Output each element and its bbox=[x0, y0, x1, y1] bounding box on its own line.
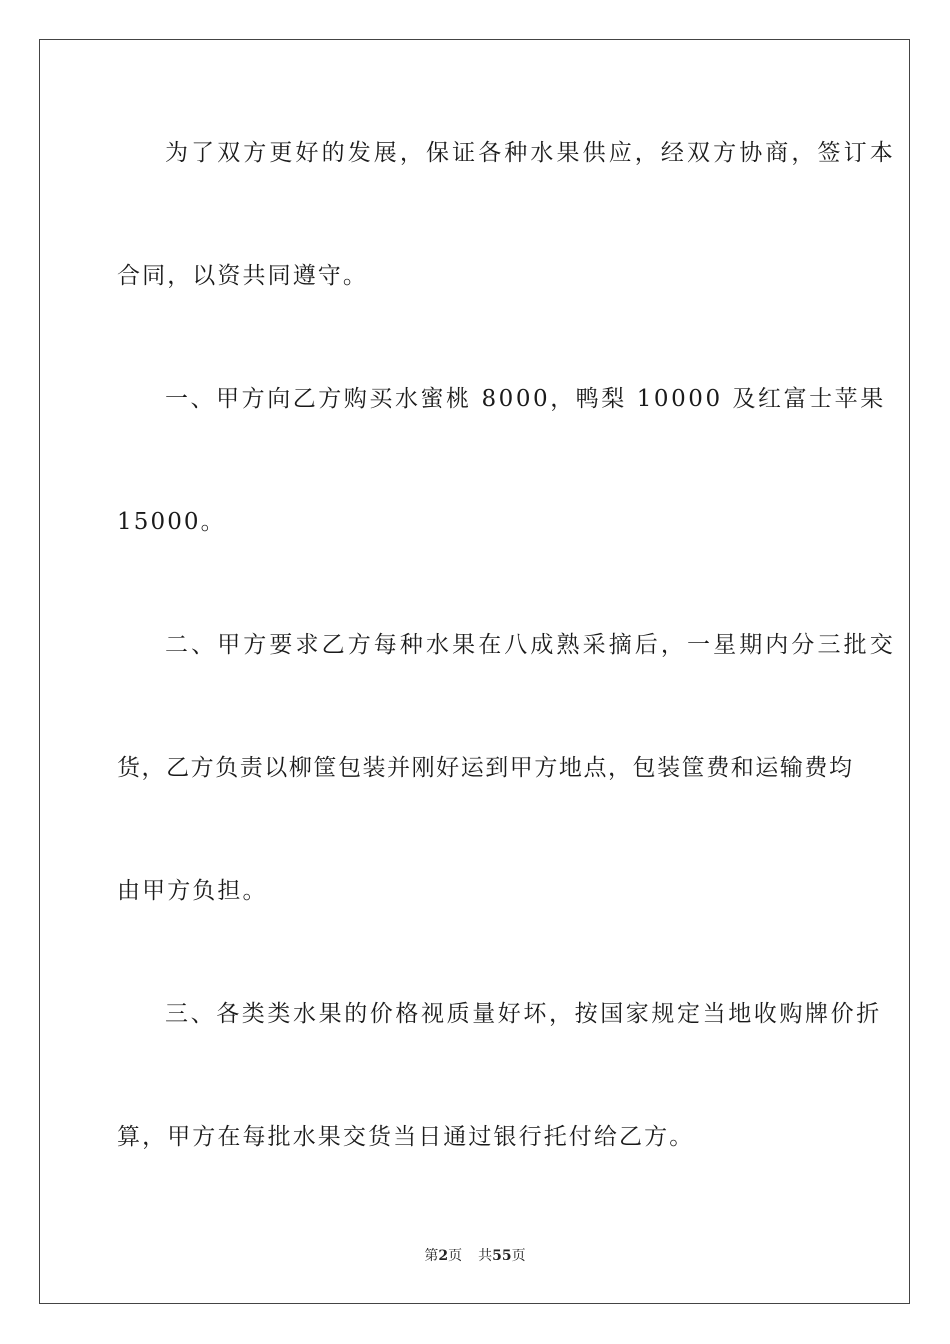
paragraph-2-line-1: 一、甲方向乙方购买水蜜桃 8000，鸭梨 10000 及红富士苹果 bbox=[165, 386, 886, 412]
paragraph-3-line-3: 由甲方负担。 bbox=[117, 878, 268, 904]
paragraph-4-line-1: 三、各类类水果的价格视质量好坏，按国家规定当地收购牌价折 bbox=[165, 1001, 882, 1027]
footer-total-pages: 55 bbox=[492, 1248, 512, 1264]
footer-page-prefix: 第 bbox=[424, 1248, 439, 1264]
footer-page-suffix: 页 bbox=[448, 1248, 463, 1264]
page-border bbox=[39, 39, 910, 1304]
paragraph-3-line-1: 二、甲方要求乙方每种水果在八成熟采摘后，一星期内分三批交 bbox=[165, 632, 896, 658]
footer-total-prefix: 共 bbox=[478, 1248, 493, 1264]
paragraph-3-line-2: 货，乙方负责以柳筐包装并刚好运到甲方地点，包装筐费和运输费均 bbox=[117, 755, 854, 781]
paragraph-2-line-2: 15000。 bbox=[117, 509, 226, 535]
page-footer bbox=[0, 1247, 950, 1265]
footer-total-suffix: 页 bbox=[511, 1248, 526, 1264]
paragraph-1-line-1: 为了双方更好的发展，保证各种水果供应，经双方协商，签订本 bbox=[165, 140, 896, 166]
paragraph-1-line-2: 合同，以资共同遵守。 bbox=[117, 263, 368, 289]
paragraph-4-line-2: 算，甲方在每批水果交货当日通过银行托付给乙方。 bbox=[117, 1124, 695, 1150]
footer-page-number: 2 bbox=[438, 1248, 449, 1264]
